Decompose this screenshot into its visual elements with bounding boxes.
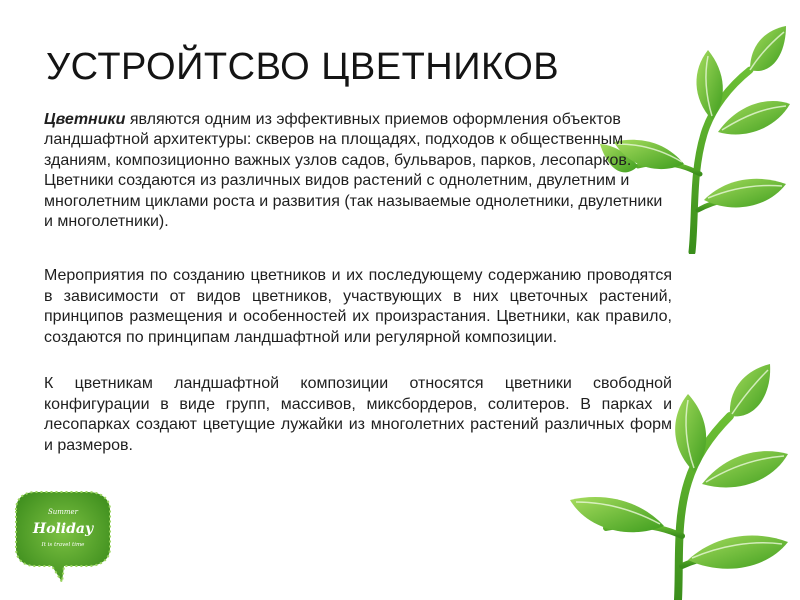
badge-line3: It is travel time <box>41 542 85 548</box>
paragraph-intro-rest: являются одним из эффективных приемов оформления объектов ландшафтной архитектуры: скверов на площадях, подходов к общественным зданиям, композиционно важных узлов садов, бульваров, парков, лесопарков. Цветники создаются из различных видов растений с однолетним, двулетним и многолетним циклами роста и развития (так называемые однолетники, двулетники и многолетники). <box>44 111 663 231</box>
paragraph-intro <box>44 110 664 232</box>
grass-speech-bubble-icon <box>6 488 116 586</box>
paragraph-intro-lead: Цветники <box>44 111 126 128</box>
badge-line1: Summer <box>47 508 79 516</box>
paragraph-measures: Мероприятия по созданию цветников и их последующему содержанию проводятся в зависимости от видов цветников, участвующих в них цветочных растений, принципов размещения и особенностей их произрастания. Цветники, как правило, создаются по принципам ландшафтной или регулярной композиции. <box>44 267 672 346</box>
page-title: УСТРОЙТСВО ЦВЕТНИКОВ <box>46 46 560 88</box>
badge-line2: Holiday <box>32 521 94 537</box>
paragraph-landscape: К цветникам ландшафтной композиции относятся цветники свободной конфигурации в виде групп, массивов, миксбордеров, солитеров. В парках и лесопарках создают цветущие лужайки из многолетних растений различных форм и размеров. <box>44 375 672 454</box>
